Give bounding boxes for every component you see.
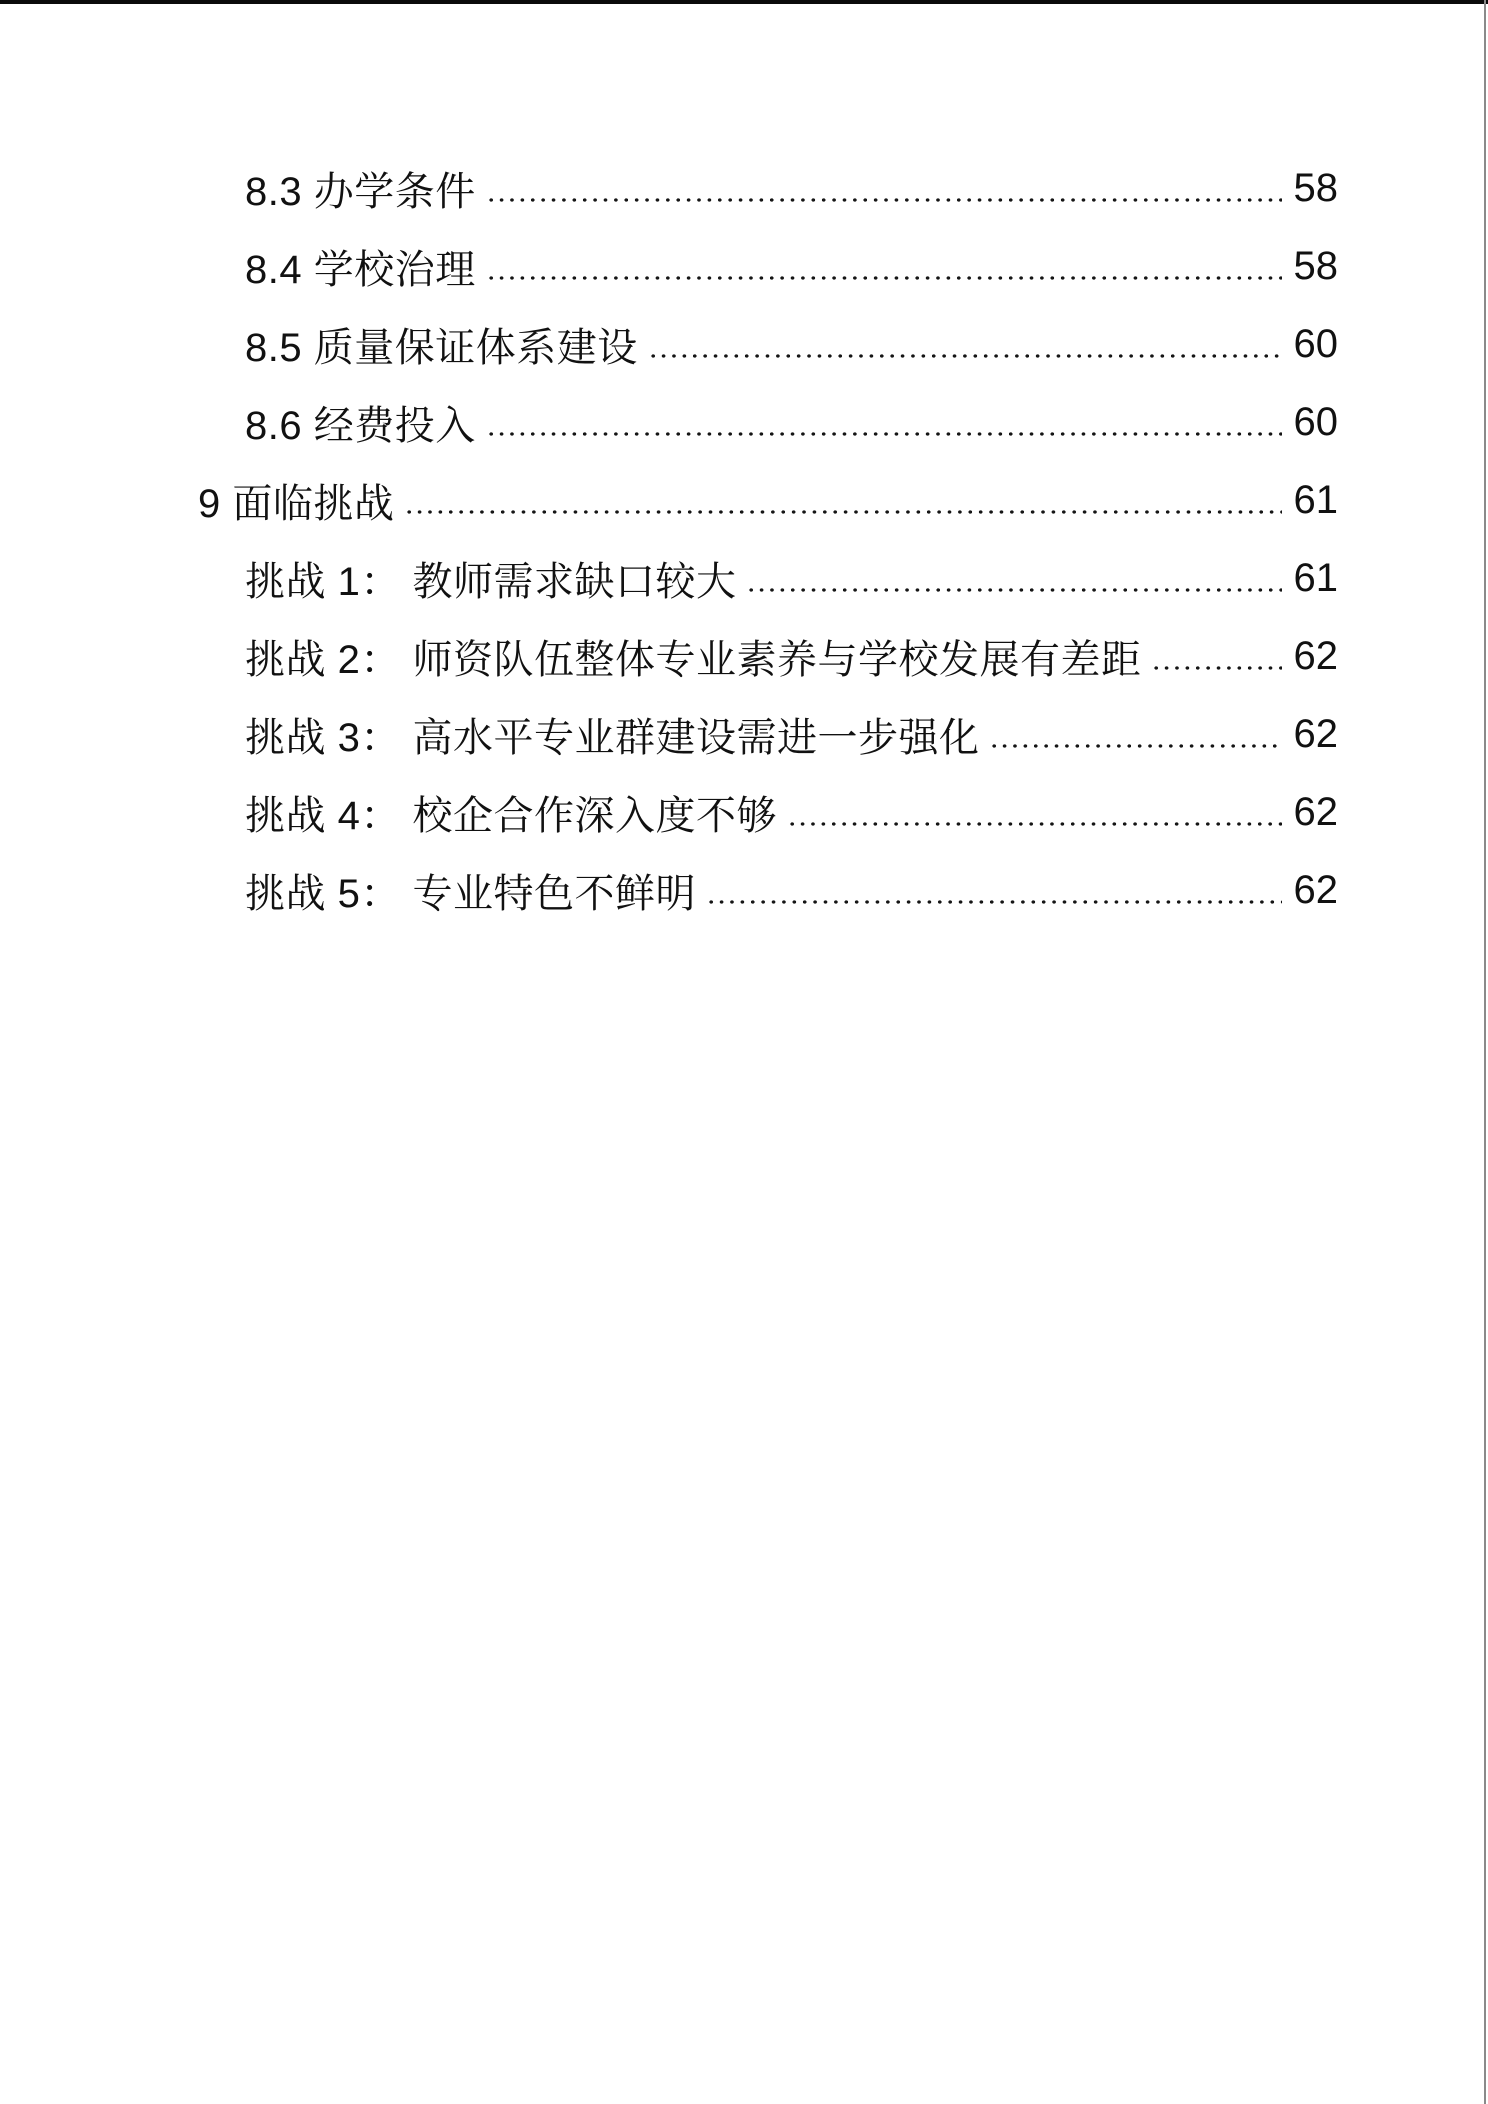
toc-entry-page-number: 62 (1293, 789, 1338, 834)
toc-entry-page-number: 62 (1293, 633, 1338, 678)
scan-top-edge (0, 0, 1488, 4)
toc-entry-label: 挑战 5： 专业特色不鲜明 (245, 871, 696, 916)
toc-entry-label: 8.4 学校治理 (245, 247, 476, 292)
toc-entry-page-number: 58 (1293, 243, 1338, 288)
toc-entry-label: 挑战 2： 师资队伍整体专业素养与学校发展有差距 (245, 637, 1142, 682)
toc-entry-label: 8.6 经费投入 (245, 403, 476, 448)
toc-entry-page-number: 61 (1293, 477, 1338, 522)
toc-entry-label: 9 面临挑战 (198, 481, 395, 526)
toc-entry[interactable] (198, 461, 1338, 539)
toc-entry[interactable] (245, 149, 1338, 227)
toc-entry[interactable] (245, 383, 1338, 461)
toc-entry-label: 8.3 办学条件 (245, 169, 476, 214)
dot-leader (706, 851, 1282, 929)
toc-entry-page-number: 62 (1293, 867, 1338, 912)
toc-entry[interactable] (245, 227, 1338, 305)
toc-entry[interactable] (245, 773, 1338, 851)
toc-entry-page-number: 60 (1293, 321, 1338, 366)
toc-entry-page-number: 60 (1293, 399, 1338, 444)
toc-entry-page-number: 58 (1293, 165, 1338, 210)
dot-leader (746, 539, 1281, 617)
dot-leader (486, 227, 1282, 305)
toc-entry-label: 挑战 3： 高水平专业群建设需进一步强化 (245, 715, 980, 760)
toc-entry-label: 8.5 质量保证体系建设 (245, 325, 638, 370)
dot-leader (486, 383, 1282, 461)
dot-leader (486, 149, 1282, 227)
dot-leader (989, 695, 1281, 773)
dot-leader (404, 461, 1281, 539)
toc-entry[interactable] (245, 617, 1338, 695)
table-of-contents (0, 149, 1488, 929)
dot-leader (1151, 617, 1281, 695)
toc-entry[interactable] (245, 851, 1338, 929)
toc-entry-label: 挑战 4： 校企合作深入度不够 (245, 793, 777, 838)
toc-entry-page-number: 61 (1293, 555, 1338, 600)
toc-entry[interactable] (245, 539, 1338, 617)
dot-leader (648, 305, 1282, 383)
dot-leader (787, 773, 1282, 851)
toc-entry[interactable] (245, 305, 1338, 383)
toc-entry-label: 挑战 1： 教师需求缺口较大 (245, 559, 737, 604)
toc-entry-page-number: 62 (1293, 711, 1338, 756)
toc-entry[interactable] (245, 695, 1338, 773)
